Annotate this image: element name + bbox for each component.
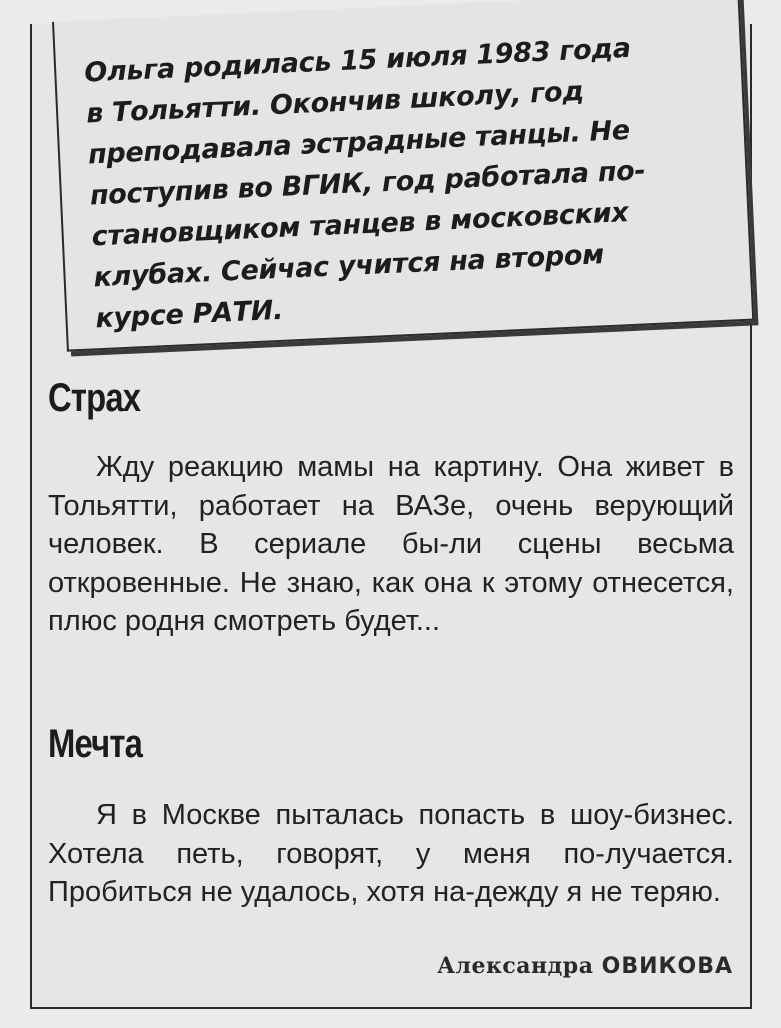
- bio-line: поступив во ВГИК, год работала по-: [89, 155, 647, 212]
- bio-line: в Тольятти. Окончив школу, год: [85, 75, 585, 130]
- bio-box: [52, 0, 754, 352]
- bio-line: курсе РАТИ.: [94, 294, 284, 335]
- section-title-fear: Страх: [48, 376, 141, 420]
- section-text-fear: Жду реакцию мамы на картину. Она живет в Тольятти, работает на ВАЗе, очень верующий человек. В сериале бы-ли сцены весьма откровенные. Не знаю, как она к этому отнесется, плюс родня смотреть будет...: [48, 451, 734, 637]
- section-title-dream: Мечта: [48, 722, 143, 766]
- section-text-dream: Я в Москве пыталась попасть в шоу-бизнес. Хотела петь, говорят, у меня по-лучается. Пробиться не удалось, хотя на-дежду я не теряю.: [48, 799, 734, 908]
- author-last-name: ОВИКОВА: [601, 954, 733, 979]
- bio-line: преподавала эстрадные танцы. Не: [87, 114, 631, 171]
- bio-text: [83, 24, 729, 339]
- author-first-name: Александра: [437, 953, 594, 979]
- bio-line: Ольга родилась 15 июля 1983 года: [83, 32, 632, 89]
- author-signature: [437, 953, 733, 979]
- bio-line: клубах. Сейчас учится на втором: [92, 239, 605, 294]
- bio-line: становщиком танцев в московских: [91, 197, 629, 253]
